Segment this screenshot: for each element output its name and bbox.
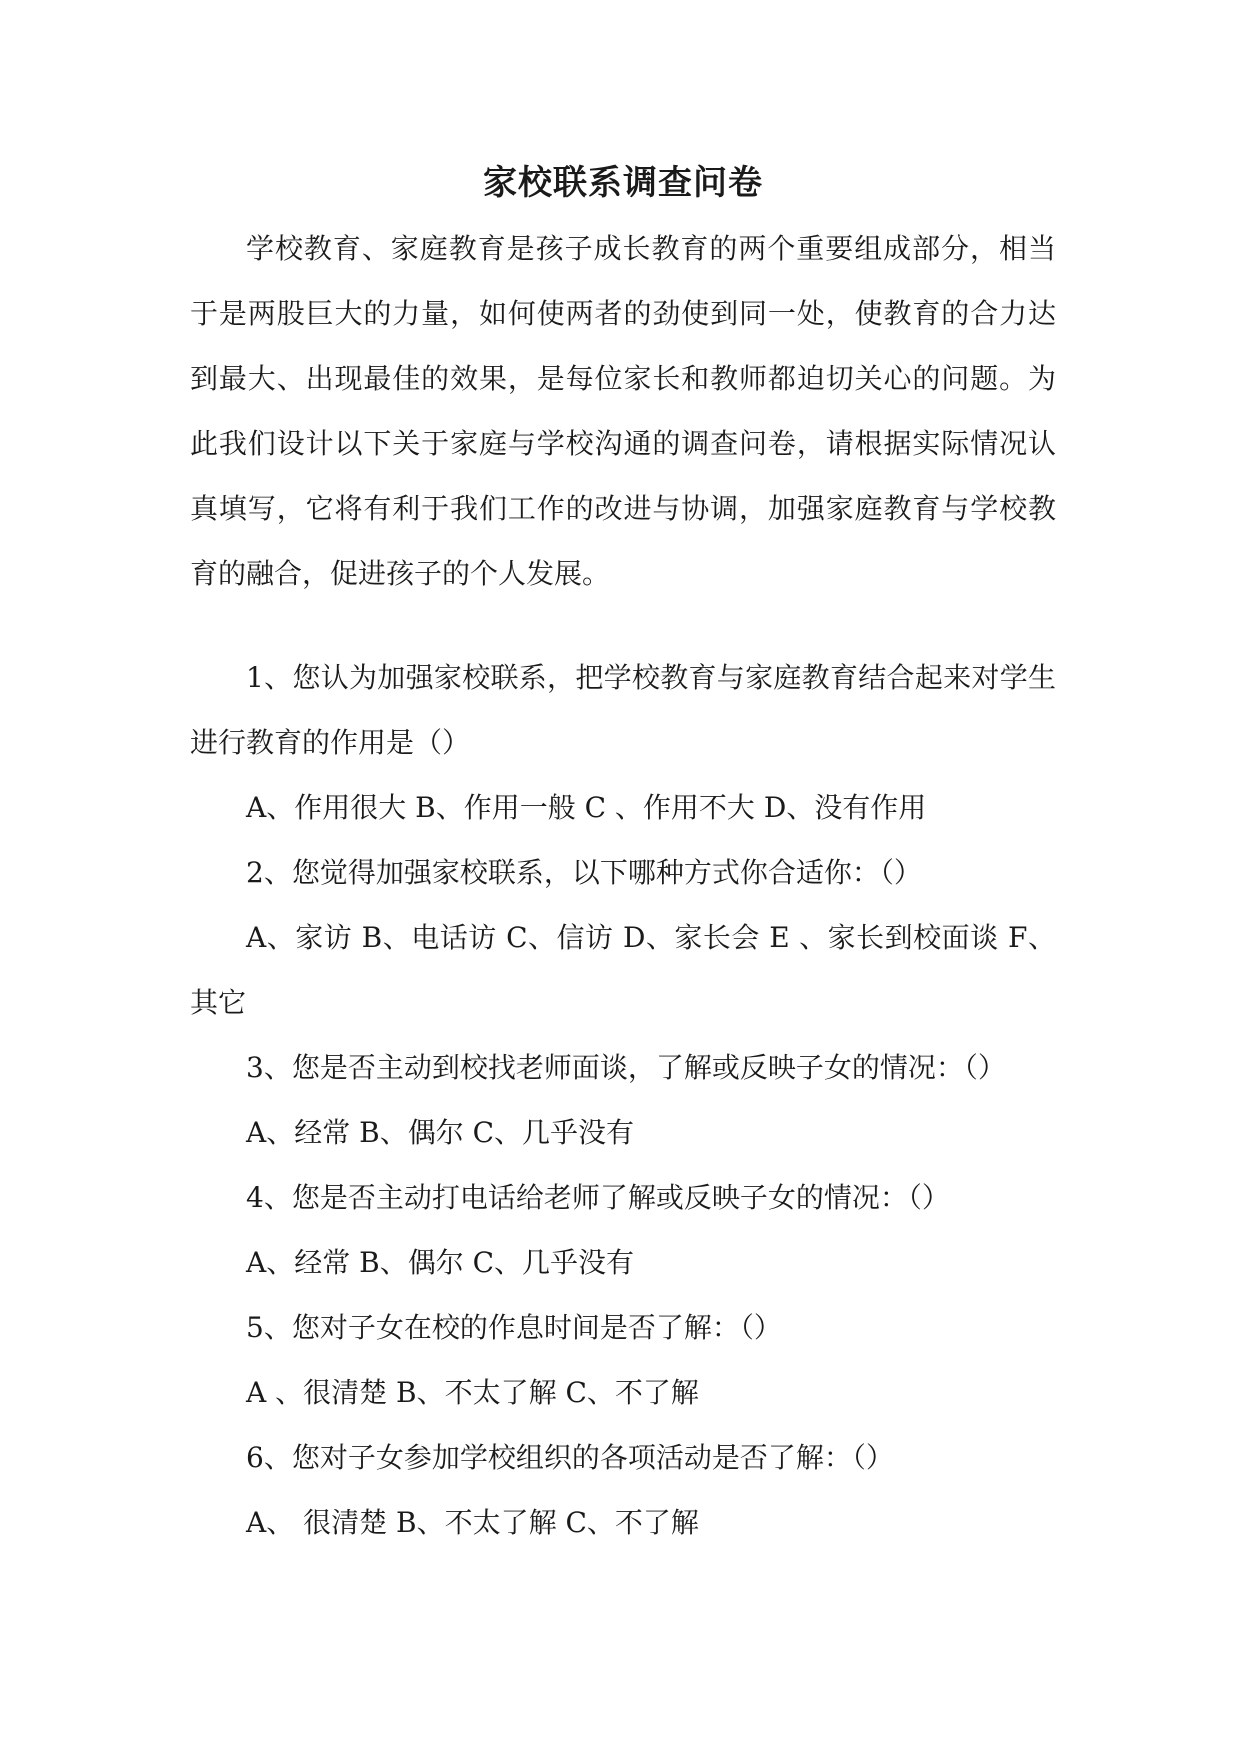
document-page [190, 150, 1056, 1555]
question-1-text: 1、您认为加强家校联系，把学校教育与家庭教育结合起来对学生进行教育的作用是（） [190, 661, 1056, 759]
intro-paragraph: 学校教育、家庭教育是孩子成长教育的两个重要组成部分，相当于是两股巨大的力量，如何使两者的劲使到同一处，使教育的合力达到最大、出现最佳的效果，是每位家长和教师都迫切关心的问题。为此我们设计以下关于家庭与学校沟通的调查问卷，请根据实际情况认真填写，它将有利于我们工作的改进与协调，加强家庭教育与学校教育的融合，促进孩子的个人发展。 [190, 232, 1056, 590]
question-5-text: 5、您对子女在校的作息时间是否了解：（） [246, 1311, 782, 1344]
question-2-options: A、家访 B、电话访 C、信访 D、家长会 E 、家长到校面谈 F、其它 [190, 921, 1056, 1019]
question-5-options: A 、很清楚 B、不太了解 C、不了解 [246, 1376, 699, 1409]
question-2-text: 2、您觉得加强家校联系，以下哪种方式你合适你：（） [246, 856, 922, 889]
question-1-options: A、作用很大 B、作用一般 C 、作用不大 D、没有作用 [246, 791, 927, 824]
question-list [190, 645, 1056, 1555]
question-3-options: A、经常 B、偶尔 C、几乎没有 [246, 1116, 635, 1149]
question-4-options: A、经常 B、偶尔 C、几乎没有 [246, 1246, 635, 1279]
question-6-text: 6、您对子女参加学校组织的各项活动是否了解：（） [246, 1441, 894, 1474]
document-title: 家校联系调查问卷 [483, 163, 763, 203]
question-3-text: 3、您是否主动到校找老师面谈，了解或反映子女的情况：（） [246, 1051, 1006, 1084]
question-4-text: 4、您是否主动打电话给老师了解或反映子女的情况：（） [246, 1181, 950, 1214]
question-6-options: A、 很清楚 B、不太了解 C、不了解 [246, 1506, 699, 1539]
